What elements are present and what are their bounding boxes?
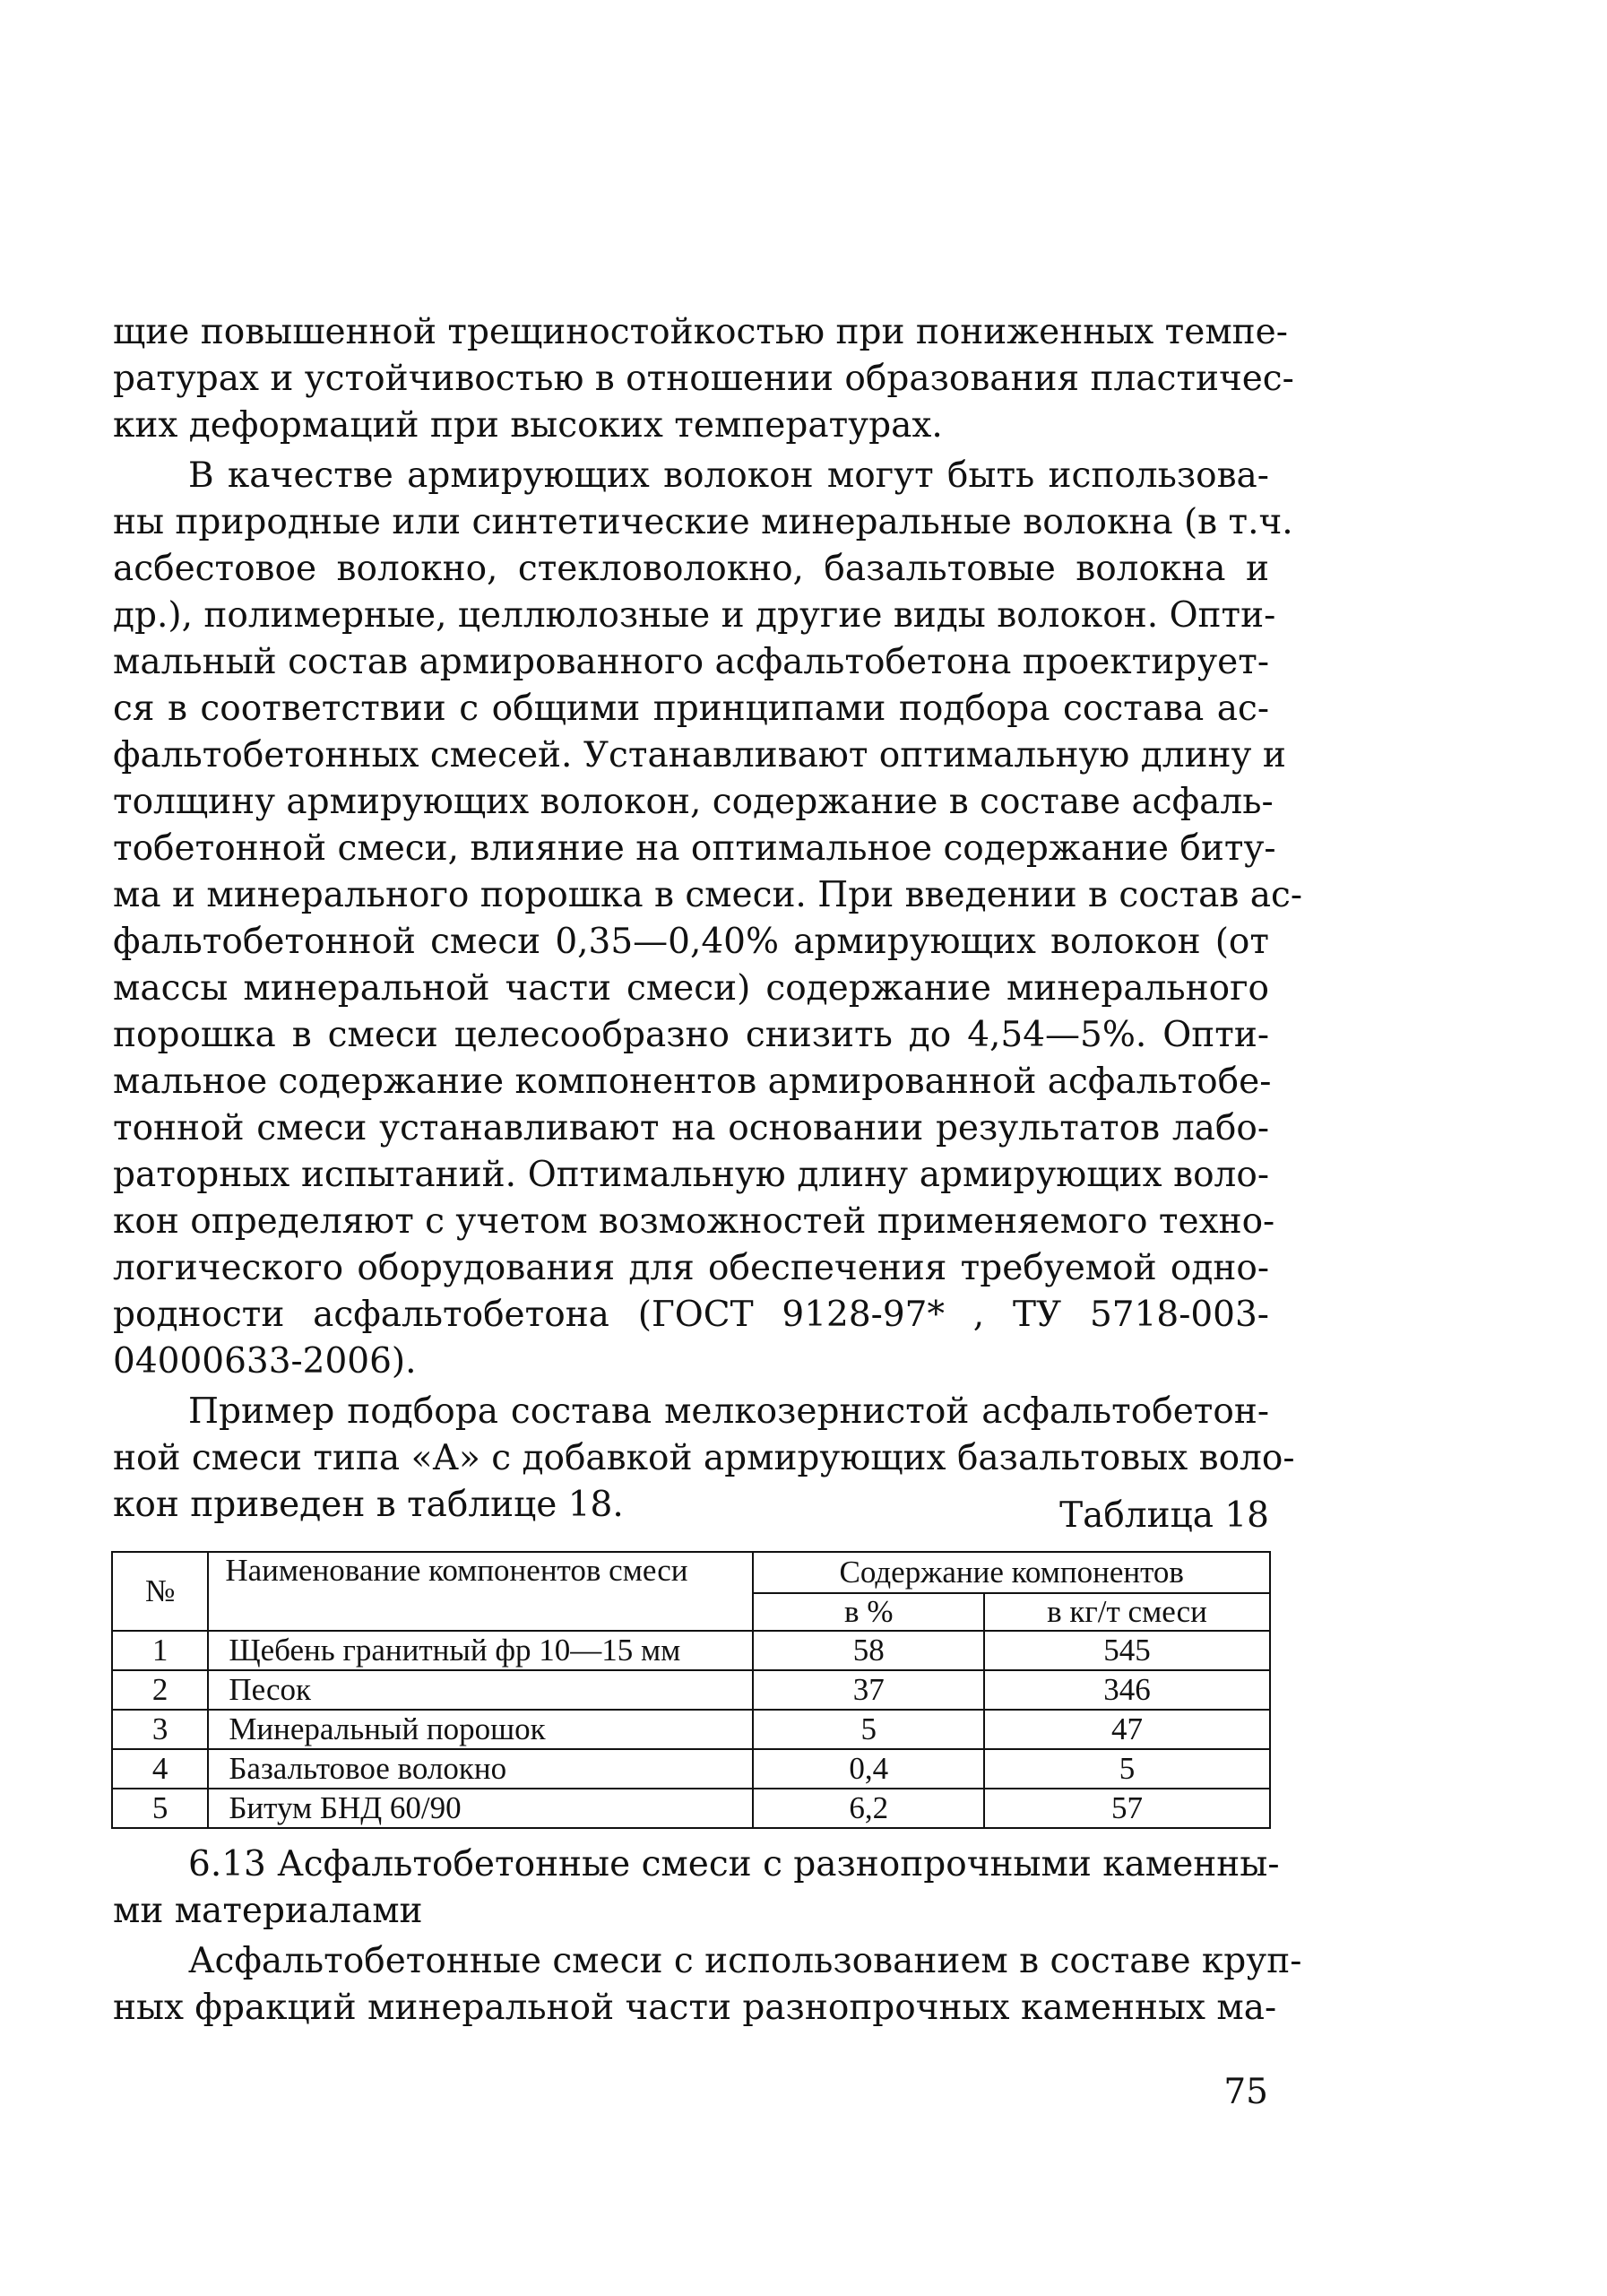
component-kg: 545 [984, 1631, 1270, 1670]
table-row [112, 1631, 1270, 1670]
text-line: асбестовое волокно, стекловолокно, базальтовые волокна и [113, 549, 1269, 589]
component-name: Базальтовое волокно [208, 1749, 753, 1789]
text-line: кон приведен в таблице 18. [113, 1485, 624, 1525]
header-content: Содержание компонентов [753, 1552, 1270, 1593]
header-component-name: Наименование компонентов смеси [208, 1552, 753, 1631]
row-number: 2 [112, 1670, 208, 1710]
text-line: ких деформаций при высоких температурах. [113, 405, 943, 446]
row-number: 3 [112, 1710, 208, 1749]
table-row [112, 1749, 1270, 1789]
row-number: 4 [112, 1749, 208, 1789]
header-number: № [112, 1552, 208, 1631]
text-line: мальный состав армированного асфальтобетона проектирует- [113, 642, 1269, 682]
text-line: щие повышенной трещиностойкостью при пониженных темпе- [113, 312, 1288, 352]
component-kg: 47 [984, 1710, 1270, 1749]
text-line: кон определяют с учетом возможностей применяемого техно- [113, 1201, 1275, 1242]
text-line: фальтобетонных смесей. Устанавливают оптимальную длину и [113, 735, 1286, 775]
component-percent: 5 [753, 1710, 984, 1749]
text-line: тобетонной смеси, влияние на оптимальное содержание биту- [113, 828, 1276, 869]
text-line: раторных испытаний. Оптимальную длину армирующих воло- [113, 1155, 1269, 1195]
component-percent: 37 [753, 1670, 984, 1710]
header-percent: в % [753, 1593, 984, 1631]
text-line: родности асфальтобетона (ГОСТ 9128-97* , ТУ 5718-003- [113, 1295, 1269, 1335]
table-row [112, 1710, 1270, 1749]
text-line: ных фракций минеральной части разнопрочных каменных ма- [113, 1988, 1277, 2028]
text-line: фальтобетонной смеси 0,35—0,40% армирующих волокон (от [113, 922, 1269, 962]
section-heading-line: 6.13 Асфальтобетонные смеси с разнопрочными каменны- [188, 1844, 1280, 1884]
text-line: Пример подбора состава мелкозернистой асфальтобетон- [188, 1391, 1269, 1432]
text-line: Асфальтобетонные смеси с использованием в составе круп- [188, 1941, 1302, 1981]
row-number: 5 [112, 1789, 208, 1828]
component-kg: 346 [984, 1670, 1270, 1710]
table-caption: Таблица 18 [1059, 1495, 1269, 1536]
component-percent: 6,2 [753, 1789, 984, 1828]
text-line: порошка в смеси целесообразно снизить до 4,54—5%. Опти- [113, 1015, 1269, 1055]
text-line: мальное содержание компонентов армированной асфальтобе- [113, 1061, 1272, 1102]
component-kg: 5 [984, 1749, 1270, 1789]
row-number: 1 [112, 1631, 208, 1670]
component-name: Минеральный порошок [208, 1710, 753, 1749]
component-percent: 58 [753, 1631, 984, 1670]
text-line: В качестве армирующих волокон могут быть использова- [188, 455, 1269, 496]
component-name: Битум БНД 60/90 [208, 1789, 753, 1828]
text-line: 04000633-2006). [113, 1341, 417, 1382]
table-row [112, 1789, 1270, 1828]
text-line: ны природные или синтетические минеральные волокна (в т.ч. [113, 502, 1293, 542]
component-name: Щебень гранитный фр 10—15 мм [208, 1631, 753, 1670]
section-heading-line: ми материалами [113, 1891, 423, 1931]
text-line: др.), полимерные, целлюлозные и другие виды волокон. Опти- [113, 595, 1276, 636]
text-line: толщину армирующих волокон, содержание в составе асфаль- [113, 782, 1274, 822]
component-kg: 57 [984, 1789, 1270, 1828]
text-line: логического оборудования для обеспечения требуемой одно- [113, 1248, 1269, 1288]
component-name: Песок [208, 1670, 753, 1710]
table-row [112, 1670, 1270, 1710]
components-table [111, 1551, 1271, 1829]
component-percent: 0,4 [753, 1749, 984, 1789]
text-line: ной смеси типа «А» с добавкой армирующих базальтовых воло- [113, 1438, 1295, 1478]
page-number: 75 [1223, 2072, 1268, 2112]
text-line: ма и минерального порошка в смеси. При введении в состав ас- [113, 875, 1303, 915]
text-line: массы минеральной части смеси) содержание минерального [113, 968, 1269, 1009]
text-line: ратурах и устойчивостью в отношении образования пластичес- [113, 359, 1294, 399]
text-line: тонной смеси устанавливают на основании результатов лабо- [113, 1108, 1269, 1148]
text-line: ся в соответствии с общими принципами подбора состава ас- [113, 689, 1269, 729]
header-kg-per-t: в кг/т смеси [984, 1593, 1270, 1631]
